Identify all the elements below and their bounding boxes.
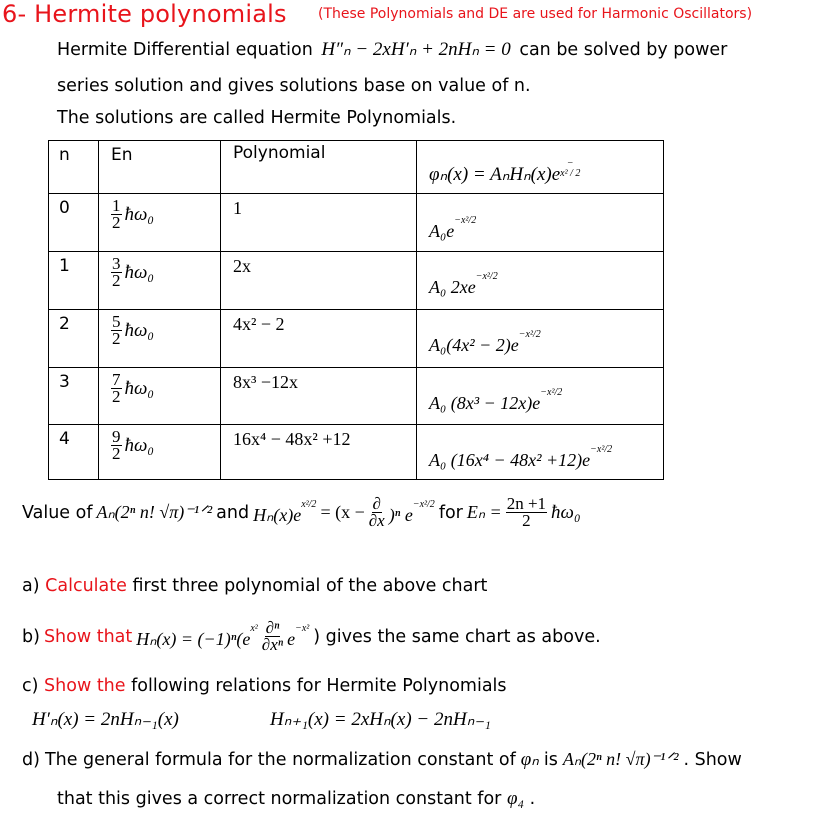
- question-c: c) Show the following relations for Hermite Polynomials: [22, 676, 507, 696]
- row-phi: A₀(4x² − 2)e−x²/2: [429, 329, 541, 355]
- an-formula: Aₙ(2ⁿ n! √π)⁻¹ᐟ²: [96, 502, 213, 522]
- page-title: 6- Hermite polynomials: [2, 0, 287, 28]
- row-energy: $\frac{5}{2}$ ħω₀: [112, 312, 155, 348]
- row-n: 0: [59, 198, 70, 218]
- row-polynomial: 16x⁴ − 48x² +12: [233, 429, 351, 449]
- row-phi: A₀ (8x³ − 12x)e−x²/2: [429, 387, 563, 413]
- row-phi: A₀ 2xe−x²/2: [429, 271, 498, 297]
- row-polynomial: 1: [233, 198, 242, 218]
- intro-line-3: The solutions are called Hermite Polynomials.: [57, 108, 457, 128]
- question-b: b) Show that Hₙ(x) = (−1)ⁿ(ex² $\frac{\text{∂ⁿ}}{\text{∂xⁿ}}$ e−x² ) gives the same chart as above.: [22, 618, 601, 654]
- relation-2: Hₙ₊₁(x) = 2xHₙ(x) − 2nHₙ₋₁: [270, 709, 491, 730]
- table-row: [49, 368, 664, 425]
- table-header-row: [49, 141, 664, 194]
- question-d: d) The general formula for the normalization constant of φₙ is Aₙ(2ⁿ n! √π)⁻¹ᐟ² . Show: [22, 749, 742, 770]
- row-n: 2: [59, 314, 70, 334]
- intro-line-2: series solution and gives solutions base on value of n.: [57, 76, 531, 96]
- row-energy: $\frac{1}{2}$ ħω₀: [112, 196, 155, 232]
- header-en: En: [111, 145, 133, 165]
- question-a: a) Calculate first three polynomial of the above chart: [22, 576, 488, 596]
- row-polynomial: 8x³ −12x: [233, 372, 299, 392]
- row-n: 1: [59, 256, 70, 276]
- row-n: 4: [59, 429, 70, 449]
- header-phi: φₙ(x) = AₙHₙ(x)e− x² / 2: [429, 158, 581, 185]
- energy-fraction: $\frac{2n +1}{2}$: [506, 494, 547, 530]
- row-polynomial: 4x² − 2: [233, 314, 285, 334]
- partial-derivative: $\frac{\partial}{\partial x}$: [368, 494, 385, 530]
- en-formula: Eₙ =: [466, 502, 502, 522]
- intro-line-1: [57, 38, 727, 61]
- row-energy: $\frac{3}{2}$ ħω₀: [112, 254, 155, 290]
- row-n: 3: [59, 372, 70, 392]
- hn-formula: Hₙ(x)ex²/2: [253, 498, 317, 525]
- hermite-de-equation: H″ₙ − 2xH′ₙ + 2nHₙ = 0: [321, 39, 511, 60]
- table-row: [49, 310, 664, 368]
- row-phi: A₀e−x²/2: [429, 215, 477, 241]
- row-polynomial: 2x: [233, 256, 251, 276]
- question-d-line-2: that this gives a correct normalization constant for φ₄ .: [57, 788, 536, 809]
- relation-1: H′ₙ(x) = 2nHₙ₋₁(x): [32, 709, 179, 730]
- row-phi: A₀ (16x⁴ − 48x² +12)e−x²/2: [429, 444, 613, 470]
- row-energy: $\frac{7}{2}$ ħω₀: [112, 370, 155, 406]
- header-exponent: − x² / 2: [560, 158, 581, 179]
- value-line: Value of Aₙ(2ⁿ n! √π)⁻¹ᐟ² and Hₙ(x)ex²/2 = (x − $\frac{\partial}{\partial x}$ )ⁿ e−x²/2 for Eₙ = $\frac{2n +1}{2}$ ħω₀: [22, 494, 581, 530]
- table-row: [49, 425, 664, 480]
- table-row: [49, 252, 664, 310]
- hermite-table: [48, 140, 664, 480]
- intro-text-end: can be solved by power: [519, 40, 728, 60]
- table-row: [49, 194, 664, 252]
- header-polynomial: Polynomial: [233, 143, 326, 163]
- page-subtitle: (These Polynomials and DE are used for Harmonic Oscillators): [318, 6, 753, 22]
- header-n: n: [59, 145, 70, 165]
- intro-text: Hermite Differential equation: [57, 40, 313, 60]
- row-energy: $\frac{9}{2}$ ħω₀: [112, 427, 155, 463]
